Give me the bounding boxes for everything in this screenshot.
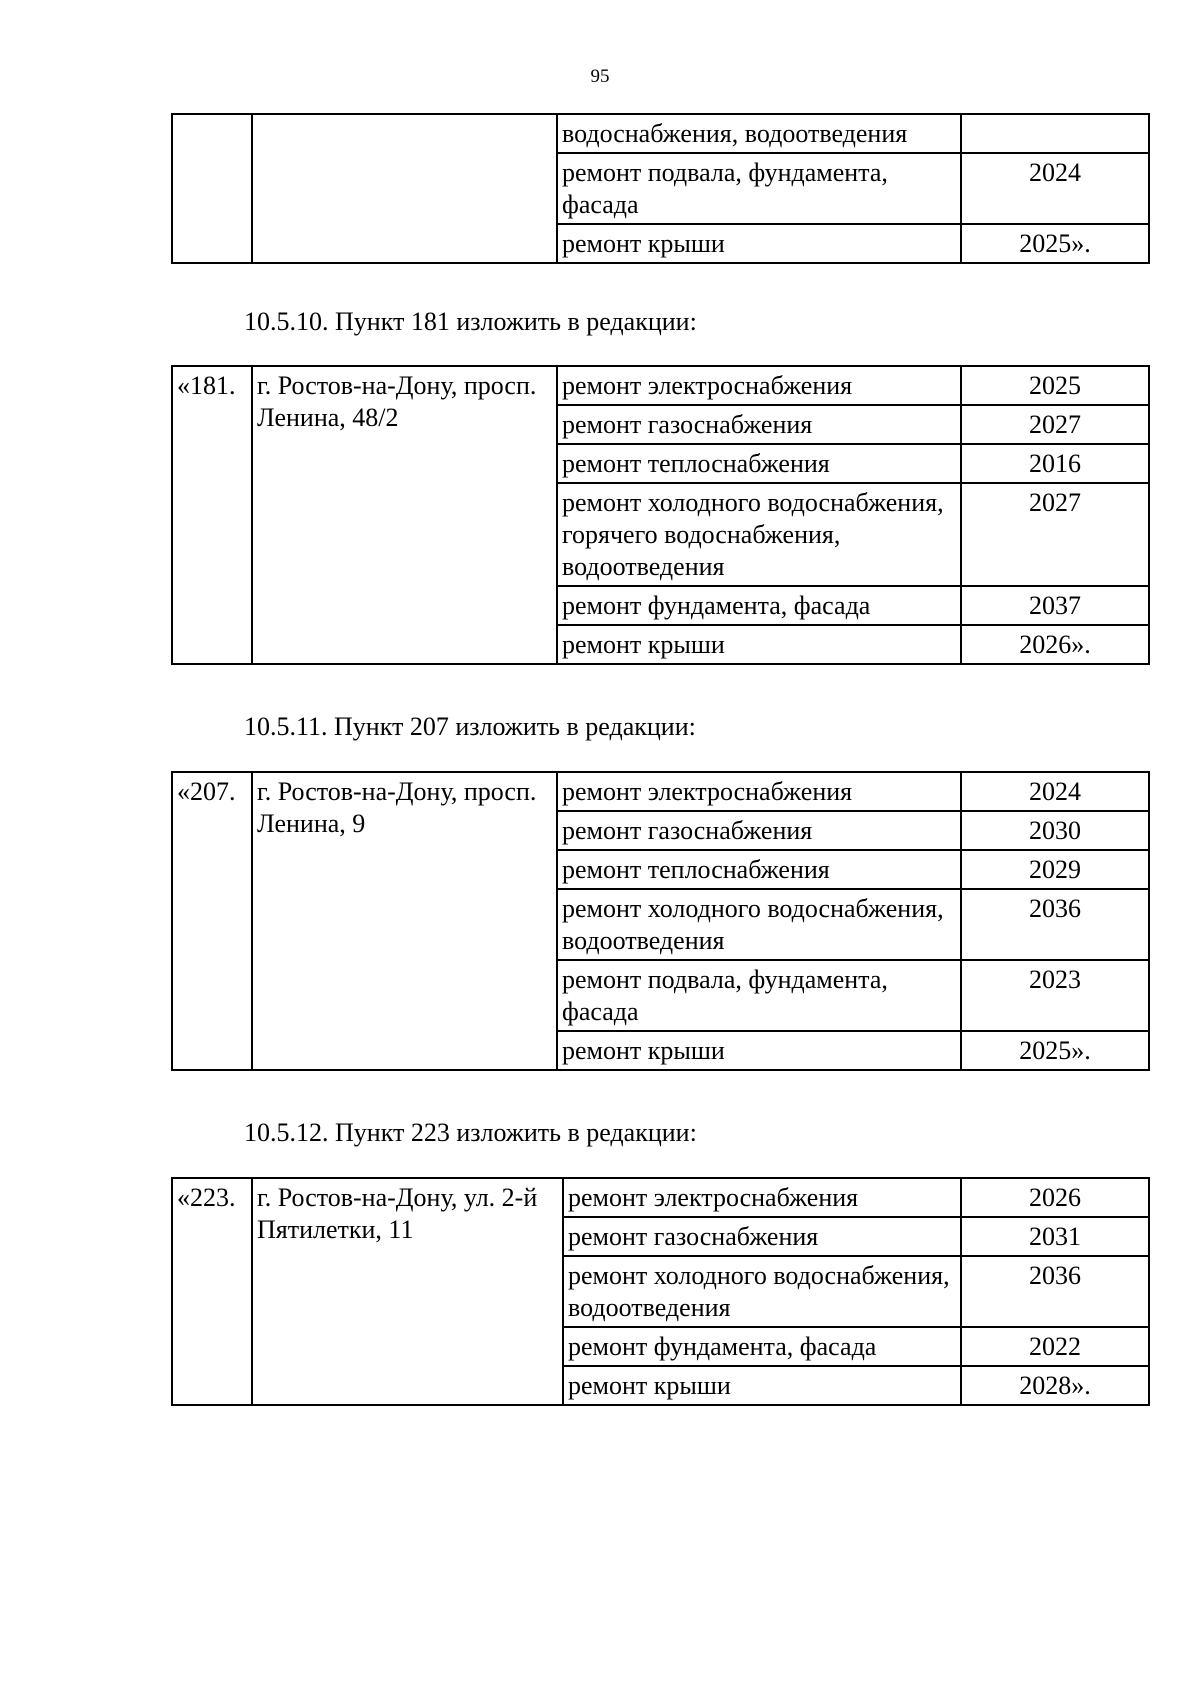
section-heading: 10.5.12. Пункт 223 изложить в редакции: bbox=[244, 1118, 697, 1147]
work-cell: ремонт холодного водоснабжения, водоотведения bbox=[563, 1256, 961, 1327]
address-cell: г. Ростов-на-Дону, просп. Ленина, 48/2 bbox=[252, 366, 557, 664]
year-cell: 2027 bbox=[961, 405, 1149, 444]
year-cell: 2025». bbox=[961, 224, 1149, 263]
work-cell: ремонт электроснабжения bbox=[557, 366, 961, 405]
number-cell bbox=[172, 114, 252, 263]
year-cell: 2027 bbox=[961, 483, 1149, 586]
section-table bbox=[171, 365, 1150, 665]
table-row bbox=[172, 1178, 1149, 1217]
year-cell: 2016 bbox=[961, 444, 1149, 483]
year-cell: 2028». bbox=[961, 1366, 1149, 1405]
year-cell: 2037 bbox=[961, 586, 1149, 625]
number-cell: «223. bbox=[172, 1178, 252, 1405]
work-cell: ремонт фундамента, фасада bbox=[557, 586, 961, 625]
year-cell: 2029 bbox=[961, 850, 1149, 889]
table-row bbox=[172, 772, 1149, 811]
work-cell: ремонт электроснабжения bbox=[557, 772, 961, 811]
year-cell: 2022 bbox=[961, 1327, 1149, 1366]
work-cell: ремонт крыши bbox=[557, 224, 961, 263]
address-cell: г. Ростов-на-Дону, ул. 2-й Пятилетки, 11 bbox=[252, 1178, 563, 1405]
work-cell: ремонт теплоснабжения bbox=[557, 850, 961, 889]
year-cell: 2026». bbox=[961, 625, 1149, 664]
section-heading: 10.5.10. Пункт 181 изложить в редакции: bbox=[244, 307, 697, 336]
work-cell: ремонт крыши bbox=[563, 1366, 961, 1405]
work-cell: ремонт фундамента, фасада bbox=[563, 1327, 961, 1366]
section-table bbox=[171, 771, 1150, 1071]
table-row bbox=[172, 366, 1149, 405]
work-cell: ремонт газоснабжения bbox=[557, 405, 961, 444]
work-cell: ремонт газоснабжения bbox=[557, 811, 961, 850]
work-cell: ремонт крыши bbox=[557, 625, 961, 664]
continued-table bbox=[171, 113, 1150, 264]
work-cell: водоснабжения, водоотведения bbox=[557, 114, 961, 153]
work-cell: ремонт подвала, фундамента, фасада bbox=[557, 960, 961, 1031]
year-cell: 2030 bbox=[961, 811, 1149, 850]
year-cell: 2024 bbox=[961, 153, 1149, 224]
work-cell: ремонт подвала, фундамента, фасада bbox=[557, 153, 961, 224]
work-cell: ремонт холодного водоснабжения, горячего водоснабжения, водоотведения bbox=[557, 483, 961, 586]
page-number: 95 bbox=[590, 66, 610, 87]
year-cell: 2025». bbox=[961, 1031, 1149, 1070]
section-table bbox=[171, 1177, 1150, 1406]
work-cell: ремонт газоснабжения bbox=[563, 1217, 961, 1256]
year-cell bbox=[961, 114, 1149, 153]
table-row bbox=[172, 114, 1149, 153]
year-cell: 2031 bbox=[961, 1217, 1149, 1256]
year-cell: 2036 bbox=[961, 1256, 1149, 1327]
year-cell: 2025 bbox=[961, 366, 1149, 405]
work-cell: ремонт холодного водоснабжения, водоотведения bbox=[557, 889, 961, 960]
work-cell: ремонт электроснабжения bbox=[563, 1178, 961, 1217]
work-cell: ремонт теплоснабжения bbox=[557, 444, 961, 483]
number-cell: «207. bbox=[172, 772, 252, 1070]
work-cell: ремонт крыши bbox=[557, 1031, 961, 1070]
year-cell: 2026 bbox=[961, 1178, 1149, 1217]
number-cell: «181. bbox=[172, 366, 252, 664]
section-heading: 10.5.11. Пункт 207 изложить в редакции: bbox=[244, 712, 696, 741]
address-cell bbox=[252, 114, 557, 263]
year-cell: 2023 bbox=[961, 960, 1149, 1031]
year-cell: 2024 bbox=[961, 772, 1149, 811]
address-cell: г. Ростов-на-Дону, просп. Ленина, 9 bbox=[252, 772, 557, 1070]
year-cell: 2036 bbox=[961, 889, 1149, 960]
